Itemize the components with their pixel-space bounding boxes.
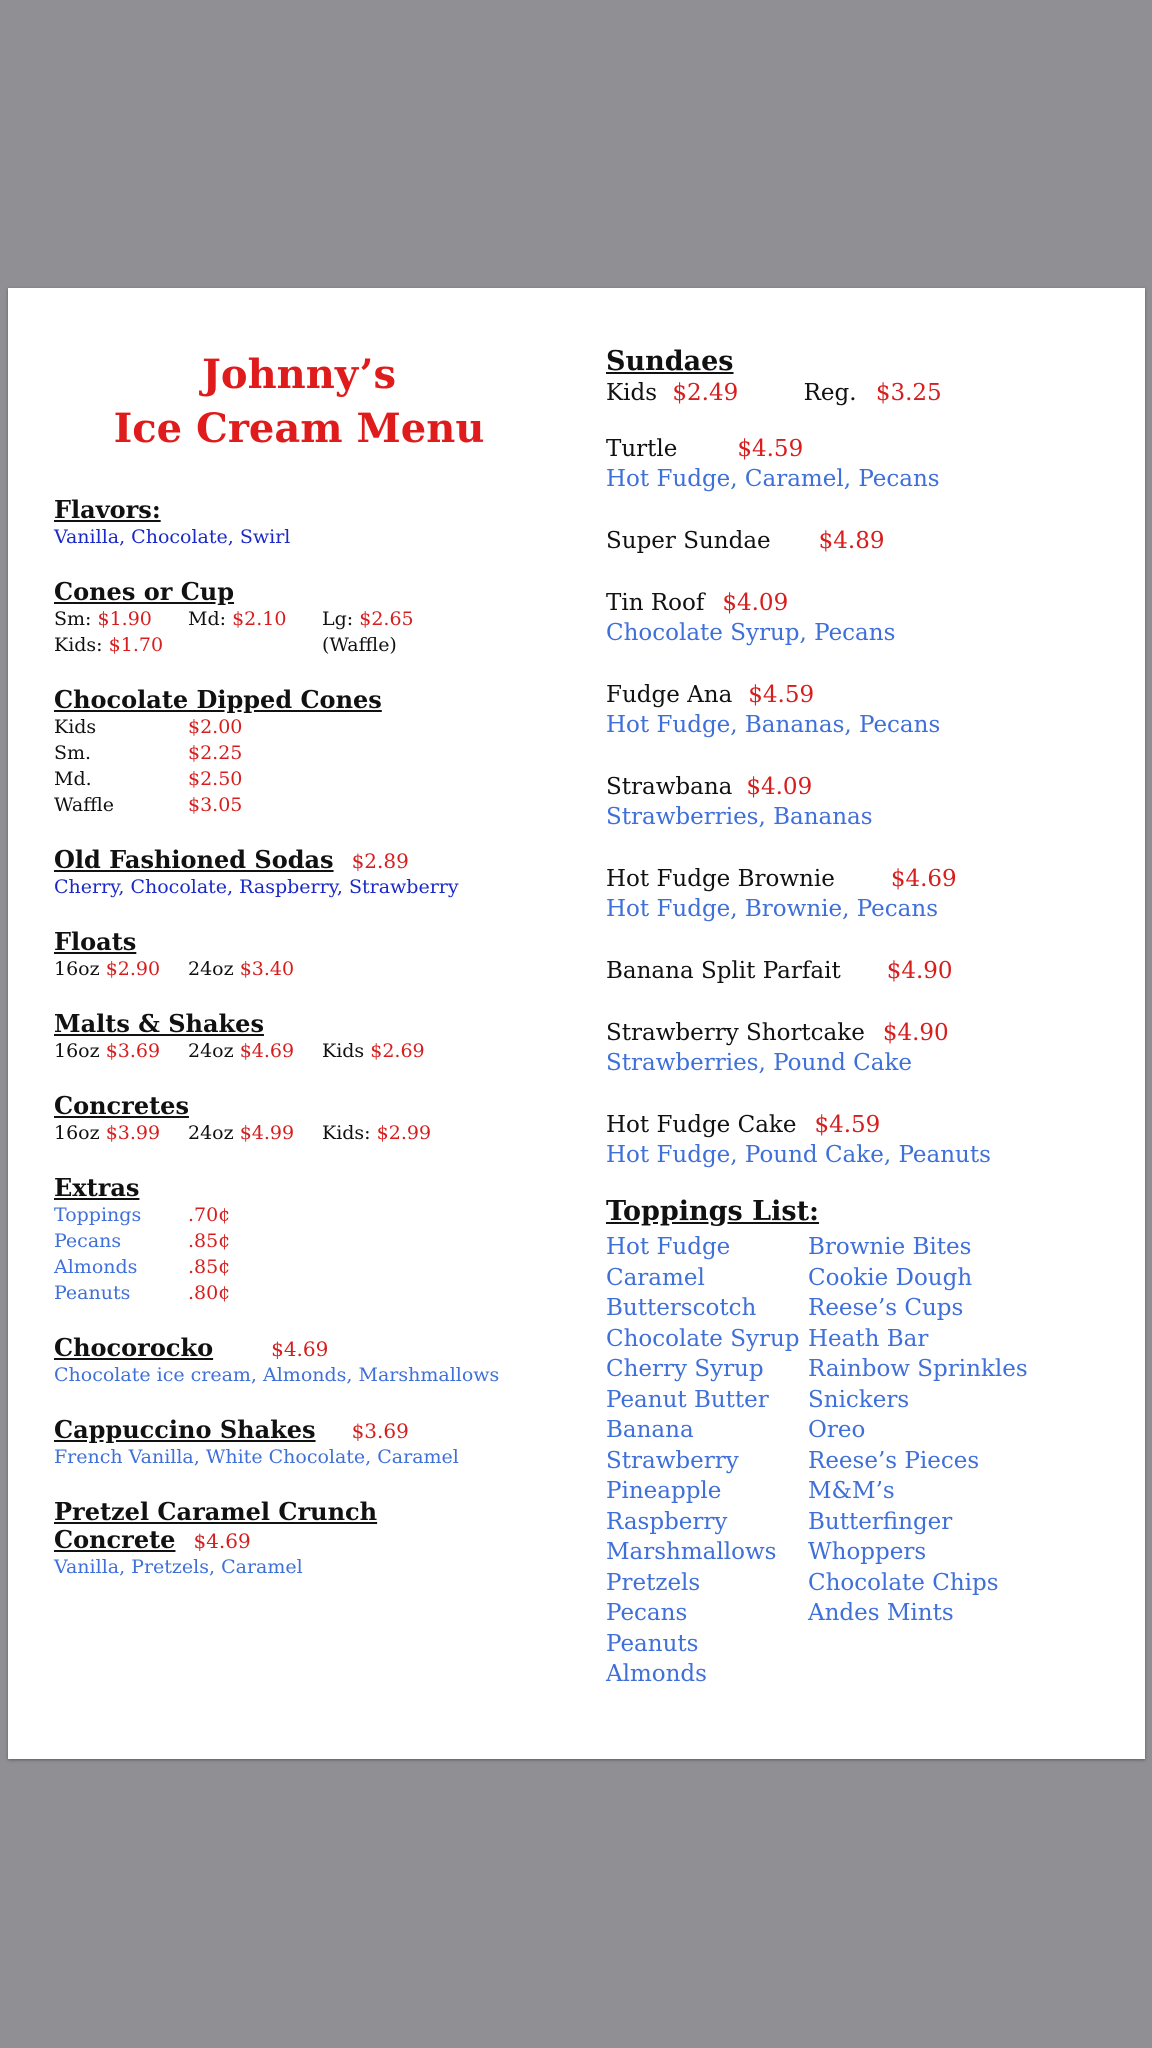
size-label: 16oz bbox=[54, 1040, 100, 1062]
cones-heading: Cones or Cup bbox=[54, 577, 235, 606]
page-title bbox=[54, 348, 544, 456]
topping-item: Chocolate Syrup bbox=[606, 1325, 800, 1352]
sundae-price: $4.09 bbox=[746, 774, 813, 800]
chocorocko-list: Chocolate ice cream, Almonds, Marshmallows bbox=[54, 1364, 500, 1386]
sundae-name: Fudge Ana bbox=[606, 682, 733, 708]
topping-item: Caramel bbox=[606, 1264, 705, 1291]
sundae-name: Tin Roof bbox=[606, 590, 705, 616]
cones-row-1 bbox=[54, 606, 574, 632]
left-column bbox=[54, 348, 574, 1608]
sundae-reg-price: $3.25 bbox=[875, 380, 942, 406]
floats-section bbox=[54, 928, 574, 982]
flavors-heading: Flavors: bbox=[54, 495, 161, 524]
chocorocko-heading: Chocorocko bbox=[54, 1333, 214, 1362]
sundae-name: Hot Fudge Brownie bbox=[606, 866, 835, 892]
malts-heading: Malts & Shakes bbox=[54, 1009, 264, 1038]
cone-md-price: $2.10 bbox=[232, 608, 287, 630]
sundae-item-brownie bbox=[606, 864, 1126, 924]
cones-row-2 bbox=[54, 632, 574, 658]
size-price: $3.69 bbox=[105, 1040, 161, 1062]
malts-row bbox=[54, 1038, 574, 1064]
extra-label: Toppings bbox=[54, 1204, 142, 1226]
sundae-item-fudge-ana bbox=[606, 680, 1126, 740]
topping-item: Peanuts bbox=[606, 1630, 699, 1657]
sundae-price: $4.59 bbox=[814, 1112, 881, 1138]
right-column bbox=[606, 346, 1126, 1690]
cone-sm-price: $1.90 bbox=[97, 608, 152, 630]
topping-item: Hot Fudge bbox=[606, 1234, 731, 1260]
malts-section bbox=[54, 1010, 574, 1064]
sundae-desc: Hot Fudge, Brownie, Pecans bbox=[606, 896, 939, 922]
size-price: $4.69 bbox=[239, 1040, 295, 1062]
extra-price: .70¢ bbox=[188, 1204, 231, 1226]
sundae-reg-label: Reg. bbox=[803, 380, 857, 406]
size-label: 24oz bbox=[188, 1122, 234, 1144]
topping-item: Butterfinger bbox=[808, 1508, 953, 1535]
topping-item: Reese’s Cups bbox=[808, 1295, 964, 1321]
sundae-desc: Hot Fudge, Caramel, Pecans bbox=[606, 466, 940, 492]
sundae-item-super bbox=[606, 526, 1126, 556]
topping-item: Cherry Syrup bbox=[606, 1356, 764, 1382]
cone-lg-price: $2.65 bbox=[359, 608, 414, 630]
topping-item: Snickers bbox=[808, 1386, 910, 1413]
size-price: $4.99 bbox=[239, 1122, 295, 1144]
sundae-name: Strawberry Shortcake bbox=[606, 1020, 865, 1046]
size-label: 16oz bbox=[54, 1122, 100, 1144]
cones-section bbox=[54, 578, 574, 658]
extra-label: Almonds bbox=[54, 1256, 138, 1278]
topping-item: Almonds bbox=[606, 1661, 707, 1687]
sundae-name: Strawbana bbox=[606, 774, 733, 800]
topping-item: Pecans bbox=[606, 1600, 688, 1626]
topping-item: Pineapple bbox=[606, 1478, 722, 1504]
sundae-price: $4.59 bbox=[737, 436, 804, 462]
sundae-desc: Strawberries, Pound Cake bbox=[606, 1050, 913, 1076]
topping-item: Whoppers bbox=[808, 1539, 927, 1565]
sundae-price: $4.89 bbox=[818, 528, 885, 554]
topping-item: Butterscotch bbox=[606, 1295, 757, 1321]
dipped-price: $2.25 bbox=[188, 742, 243, 764]
topping-item: Oreo bbox=[808, 1417, 866, 1443]
chocorocko-section bbox=[54, 1334, 574, 1388]
topping-item: Andes Mints bbox=[808, 1600, 954, 1626]
dipped-heading: Chocolate Dipped Cones bbox=[54, 685, 382, 714]
cappuccino-section bbox=[54, 1416, 574, 1470]
topping-item: Strawberry bbox=[606, 1447, 739, 1474]
toppings-col-1 bbox=[606, 1232, 808, 1690]
size-price: $2.90 bbox=[105, 958, 161, 980]
size-price: $2.99 bbox=[376, 1122, 432, 1144]
chocorocko-price: $4.69 bbox=[271, 1337, 329, 1361]
sundae-price: $4.09 bbox=[722, 590, 789, 616]
toppings-columns bbox=[606, 1232, 1126, 1690]
topping-item: Marshmallows bbox=[606, 1539, 777, 1565]
size-label: 24oz bbox=[188, 958, 234, 980]
cone-kids-price: $1.70 bbox=[108, 634, 164, 656]
sundae-name: Super Sundae bbox=[606, 528, 771, 554]
sodas-heading: Old Fashioned Sodas bbox=[54, 845, 334, 874]
topping-item: Brownie Bites bbox=[808, 1234, 972, 1260]
sundae-desc: Strawberries, Bananas bbox=[606, 804, 873, 830]
extras-heading: Extras bbox=[54, 1173, 140, 1202]
toppings-heading: Toppings List: bbox=[606, 1196, 820, 1227]
pretzel-section bbox=[54, 1498, 574, 1580]
topping-item: Chocolate Chips bbox=[808, 1569, 999, 1596]
title-line-1: Johnny’s bbox=[201, 351, 396, 398]
sundaes-heading: Sundaes bbox=[606, 346, 734, 377]
floats-row bbox=[54, 956, 574, 982]
topping-item: Peanut Butter bbox=[606, 1386, 769, 1413]
sundae-price: $4.90 bbox=[882, 1020, 949, 1046]
floats-heading: Floats bbox=[54, 927, 137, 956]
sundae-item-tin-roof bbox=[606, 588, 1126, 648]
size-label: Kids bbox=[322, 1040, 365, 1062]
dipped-price: $2.00 bbox=[188, 716, 243, 738]
sodas-list: Cherry, Chocolate, Raspberry, Strawberry bbox=[54, 876, 459, 898]
topping-item: Rainbow Sprinkles bbox=[808, 1356, 1028, 1382]
extra-price: .85¢ bbox=[188, 1230, 231, 1252]
sundae-item-shortcake bbox=[606, 1018, 1126, 1078]
topping-item: Heath Bar bbox=[808, 1325, 929, 1352]
concretes-heading: Concretes bbox=[54, 1091, 189, 1120]
size-price: $3.99 bbox=[105, 1122, 161, 1144]
extra-label: Peanuts bbox=[54, 1282, 131, 1304]
toppings-col-2 bbox=[808, 1232, 1028, 1690]
dipped-row bbox=[54, 792, 574, 818]
pretzel-price: $4.69 bbox=[193, 1529, 251, 1553]
topping-item: Banana bbox=[606, 1417, 694, 1443]
extras-section bbox=[54, 1174, 574, 1306]
size-price: $2.69 bbox=[370, 1040, 425, 1062]
topping-item: Reese’s Pieces bbox=[808, 1447, 980, 1474]
dipped-price: $2.50 bbox=[188, 768, 243, 790]
sundae-kids-price: $2.49 bbox=[672, 380, 739, 406]
cone-kids-label: Kids: bbox=[54, 634, 103, 656]
sundae-desc: Chocolate Syrup, Pecans bbox=[606, 620, 896, 646]
sundae-item-turtle bbox=[606, 434, 1126, 494]
extra-price: .85¢ bbox=[188, 1256, 231, 1278]
concretes-section bbox=[54, 1092, 574, 1146]
sundae-price: $4.59 bbox=[748, 682, 815, 708]
sundae-price: $4.69 bbox=[890, 866, 957, 892]
extras-row bbox=[54, 1228, 574, 1254]
sundae-item-parfait bbox=[606, 956, 1126, 986]
cone-lg-label: Lg: bbox=[322, 608, 354, 630]
toppings-section bbox=[606, 1196, 1126, 1690]
cappuccino-list: French Vanilla, White Chocolate, Caramel bbox=[54, 1446, 459, 1468]
size-label: Kids: bbox=[322, 1122, 371, 1144]
cone-md-label: Md: bbox=[188, 608, 227, 630]
flavors-list: Vanilla, Chocolate, Swirl bbox=[54, 526, 291, 548]
cone-sm-label: Sm: bbox=[54, 608, 92, 630]
sodas-price: $2.89 bbox=[351, 849, 409, 873]
sundae-price: $4.90 bbox=[886, 958, 953, 984]
flavors-section bbox=[54, 496, 574, 550]
topping-item: Cookie Dough bbox=[808, 1264, 973, 1291]
dipped-label: Md. bbox=[54, 768, 92, 790]
dipped-label: Sm. bbox=[54, 742, 92, 764]
extra-price: .80¢ bbox=[188, 1282, 231, 1304]
dipped-row bbox=[54, 740, 574, 766]
dipped-row bbox=[54, 714, 574, 740]
sundae-kids-label: Kids bbox=[606, 380, 658, 406]
topping-item: Raspberry bbox=[606, 1508, 728, 1535]
cone-waffle-note: (Waffle) bbox=[322, 634, 397, 656]
extras-row bbox=[54, 1202, 574, 1228]
sundae-item-fudge-cake bbox=[606, 1110, 1126, 1170]
dipped-row bbox=[54, 766, 574, 792]
size-price: $3.40 bbox=[239, 958, 295, 980]
sodas-section bbox=[54, 846, 574, 900]
dipped-label: Kids bbox=[54, 716, 97, 738]
sundaes-section bbox=[606, 346, 1126, 408]
extras-row bbox=[54, 1254, 574, 1280]
pretzel-list: Vanilla, Pretzels, Caramel bbox=[54, 1556, 303, 1578]
sundae-name: Turtle bbox=[606, 436, 678, 462]
topping-item: Pretzels bbox=[606, 1569, 701, 1596]
sundae-item-strawbana bbox=[606, 772, 1126, 832]
dipped-section bbox=[54, 686, 574, 818]
sundae-name: Banana Split Parfait bbox=[606, 958, 841, 984]
extras-row bbox=[54, 1280, 574, 1306]
concretes-row bbox=[54, 1120, 574, 1146]
sundae-desc: Hot Fudge, Pound Cake, Peanuts bbox=[606, 1142, 991, 1168]
topping-item: M&M’s bbox=[808, 1478, 895, 1504]
sundae-desc: Hot Fudge, Bananas, Pecans bbox=[606, 712, 941, 738]
dipped-label: Waffle bbox=[54, 794, 115, 816]
pretzel-heading: Pretzel Caramel Crunch Concrete bbox=[54, 1497, 378, 1554]
menu-page bbox=[8, 288, 1145, 1759]
cappuccino-price: $3.69 bbox=[351, 1419, 409, 1443]
cappuccino-heading: Cappuccino Shakes bbox=[54, 1415, 316, 1444]
size-label: 16oz bbox=[54, 958, 100, 980]
extra-label: Pecans bbox=[54, 1230, 122, 1252]
dipped-price: $3.05 bbox=[188, 794, 243, 816]
size-label: 24oz bbox=[188, 1040, 234, 1062]
title-line-2: Ice Cream Menu bbox=[113, 405, 485, 452]
sundae-name: Hot Fudge Cake bbox=[606, 1112, 797, 1138]
